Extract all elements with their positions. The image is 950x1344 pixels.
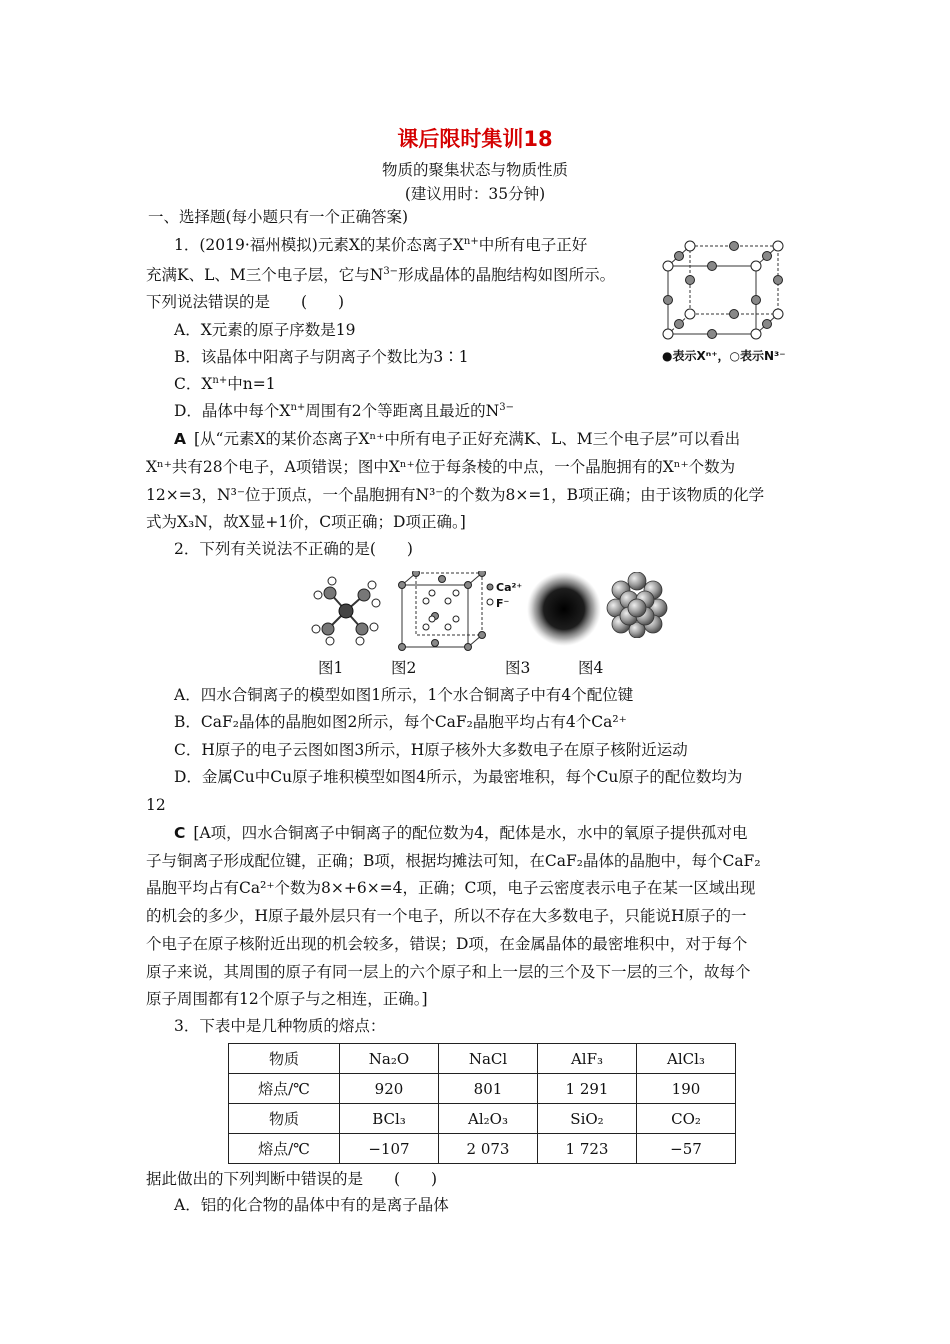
section-heading: 一、选择题(每小题只有一个正确答案) bbox=[148, 208, 409, 226]
q1-explanation-line1: A [从“元素X的某价态离子Xⁿ⁺中所有电子正好充满K、L、M三个电子层”可以看出 bbox=[174, 430, 741, 448]
q3-stem: 3．下表中是几种物质的熔点： bbox=[174, 1017, 386, 1035]
table-cell: 2 073 bbox=[439, 1134, 538, 1164]
q2-figure2-ca-label: Ca²⁺ bbox=[496, 581, 523, 594]
q2-figure1-caption: 图1 bbox=[318, 659, 344, 677]
table-cell: NaCl bbox=[439, 1044, 538, 1074]
q2-figure3-caption: 图3 bbox=[505, 659, 531, 677]
q1-explanation-line2: Xⁿ⁺共有28个电子，A项错误；图中Xⁿ⁺位于每条棱的中点，一个晶胞拥有的Xⁿ⁺个数为 bbox=[146, 458, 736, 476]
table-cell: BCl₃ bbox=[340, 1104, 439, 1134]
q1-answer: A bbox=[174, 430, 186, 448]
q3-option-a: A．铝的化合物的晶体中有的是离子晶体 bbox=[174, 1196, 449, 1214]
table-cell: 1 723 bbox=[538, 1134, 637, 1164]
q2-figure4-close-packing bbox=[604, 572, 670, 638]
q2-explanation-line3: 晶胞平均占有Ca²⁺个数为8×+6×=4，正确；C项，电子云密度表示电子在某一区域出现 bbox=[146, 879, 756, 897]
q1-option-b: B．该晶体中阳离子与阴离子个数比为3∶1 bbox=[174, 348, 469, 366]
q2-option-c: C．H原子的电子云图如图3所示，H原子核外大多数电子在原子核附近运动 bbox=[174, 741, 688, 759]
table-cell: Na₂O bbox=[340, 1044, 439, 1074]
q1-figure-legend: ●表示Xⁿ⁺，○表示N³⁻ bbox=[662, 349, 786, 363]
table-row bbox=[229, 1104, 736, 1134]
table-cell: 物质 bbox=[229, 1044, 340, 1074]
q2-figure3-electron-cloud bbox=[526, 570, 602, 648]
q1-option-c: C．$X^{n+}$中n=1 bbox=[174, 374, 276, 393]
table-cell: 801 bbox=[439, 1074, 538, 1104]
q1-option-a: A．X元素的原子序数是19 bbox=[174, 321, 356, 339]
q2-option-d-line1: D．金属Cu中Cu原子堆积模型如图4所示，为最密堆积，每个Cu原子的配位数均为 bbox=[174, 768, 743, 786]
q2-explanation-line1: C [A项，四水合铜离子中铜离子的配位数为4，配体是水，水中的氧原子提供孤对电 bbox=[174, 824, 748, 842]
q1-crystal-figure bbox=[660, 238, 790, 348]
q2-figure2-f-label: F⁻ bbox=[496, 597, 510, 610]
table-cell: 920 bbox=[340, 1074, 439, 1104]
q2-explanation-line2: 子与铜离子形成配位键，正确；B项，根据均摊法可知，在CaF₂晶体的晶胞中，每个CaF₂ bbox=[146, 852, 761, 870]
page-subtitle: 物质的聚集状态与物质性质 bbox=[381, 161, 568, 179]
table-row bbox=[229, 1134, 736, 1164]
q2-option-d-line2: 12 bbox=[146, 796, 166, 814]
q1-stem-line3: 下列说法错误的是 ( ) bbox=[146, 293, 345, 311]
time-hint: (建议用时：35分钟) bbox=[404, 185, 546, 203]
table-row bbox=[229, 1074, 736, 1104]
q2-explanation-line7: 原子周围都有12个原子与之相连，正确。] bbox=[146, 990, 428, 1008]
q3-followup: 据此做出的下列判断中错误的是 ( ) bbox=[146, 1170, 438, 1188]
q1-option-d: D．晶体中每个$X^{n+}$周围有2个等距离且最近的$N^{3-}$ bbox=[174, 401, 514, 420]
q2-explanation-line5: 个电子在原子核附近出现的机会较多，错误；D项，在金属晶体的最密堆积中，对于每个 bbox=[146, 935, 748, 953]
q2-explanation-line6: 原子来说，其周围的原子有同一层上的六个原子和上一层的三个及下一层的三个，故每个 bbox=[146, 963, 751, 981]
table-cell: −57 bbox=[637, 1134, 736, 1164]
table-cell: SiO₂ bbox=[538, 1104, 637, 1134]
q2-figure1-copper-complex bbox=[310, 575, 382, 647]
table-cell: −107 bbox=[340, 1134, 439, 1164]
table-cell: CO₂ bbox=[637, 1104, 736, 1134]
table-cell: 熔点/℃ bbox=[229, 1134, 340, 1164]
q1-stem-line2: 充满K、L、M三个电子层，它与$N^{3-}$形成晶体的晶胞结构如图所示。 bbox=[146, 265, 616, 284]
q2-figure2-caption: 图2 bbox=[391, 659, 417, 677]
q1-explanation-line3: 12×=3，N³⁻位于顶点，一个晶胞拥有N³⁻的个数为8×=1，B项正确；由于该物质的化学 bbox=[146, 486, 765, 504]
q2-option-b: B．CaF₂晶体的晶胞如图2所示，每个CaF₂晶胞平均占有4个Ca²⁺ bbox=[174, 713, 627, 731]
table-cell: AlCl₃ bbox=[637, 1044, 736, 1074]
table-cell: 1 291 bbox=[538, 1074, 637, 1104]
q2-option-a: A．四水合铜离子的模型如图1所示，1个水合铜离子中有4个配位键 bbox=[174, 686, 634, 704]
q2-explanation-line4: 的机会的多少，H原子最外层只有一个电子，所以不存在大多数电子，只能说H原子的一 bbox=[146, 907, 747, 925]
q1-stem-line1: 1．(2019·福州模拟)元素X的某价态离子$X^{n+}$中所有电子正好 bbox=[174, 235, 588, 254]
table-cell: 190 bbox=[637, 1074, 736, 1104]
page-title: 课后限时集训18 bbox=[397, 127, 553, 151]
table-row bbox=[229, 1044, 736, 1074]
table-cell: Al₂O₃ bbox=[439, 1104, 538, 1134]
q1-explanation-line4: 式为X₃N，故X显+1价，C项正确；D项正确。] bbox=[146, 513, 466, 531]
melting-point-table bbox=[228, 1043, 736, 1164]
q2-stem: 2．下列有关说法不正确的是( ) bbox=[174, 540, 413, 558]
table-cell: AlF₃ bbox=[538, 1044, 637, 1074]
q2-figure4-caption: 图4 bbox=[578, 659, 604, 677]
q2-answer: C bbox=[174, 824, 186, 842]
table-cell: 物质 bbox=[229, 1104, 340, 1134]
table-cell: 熔点/℃ bbox=[229, 1074, 340, 1104]
